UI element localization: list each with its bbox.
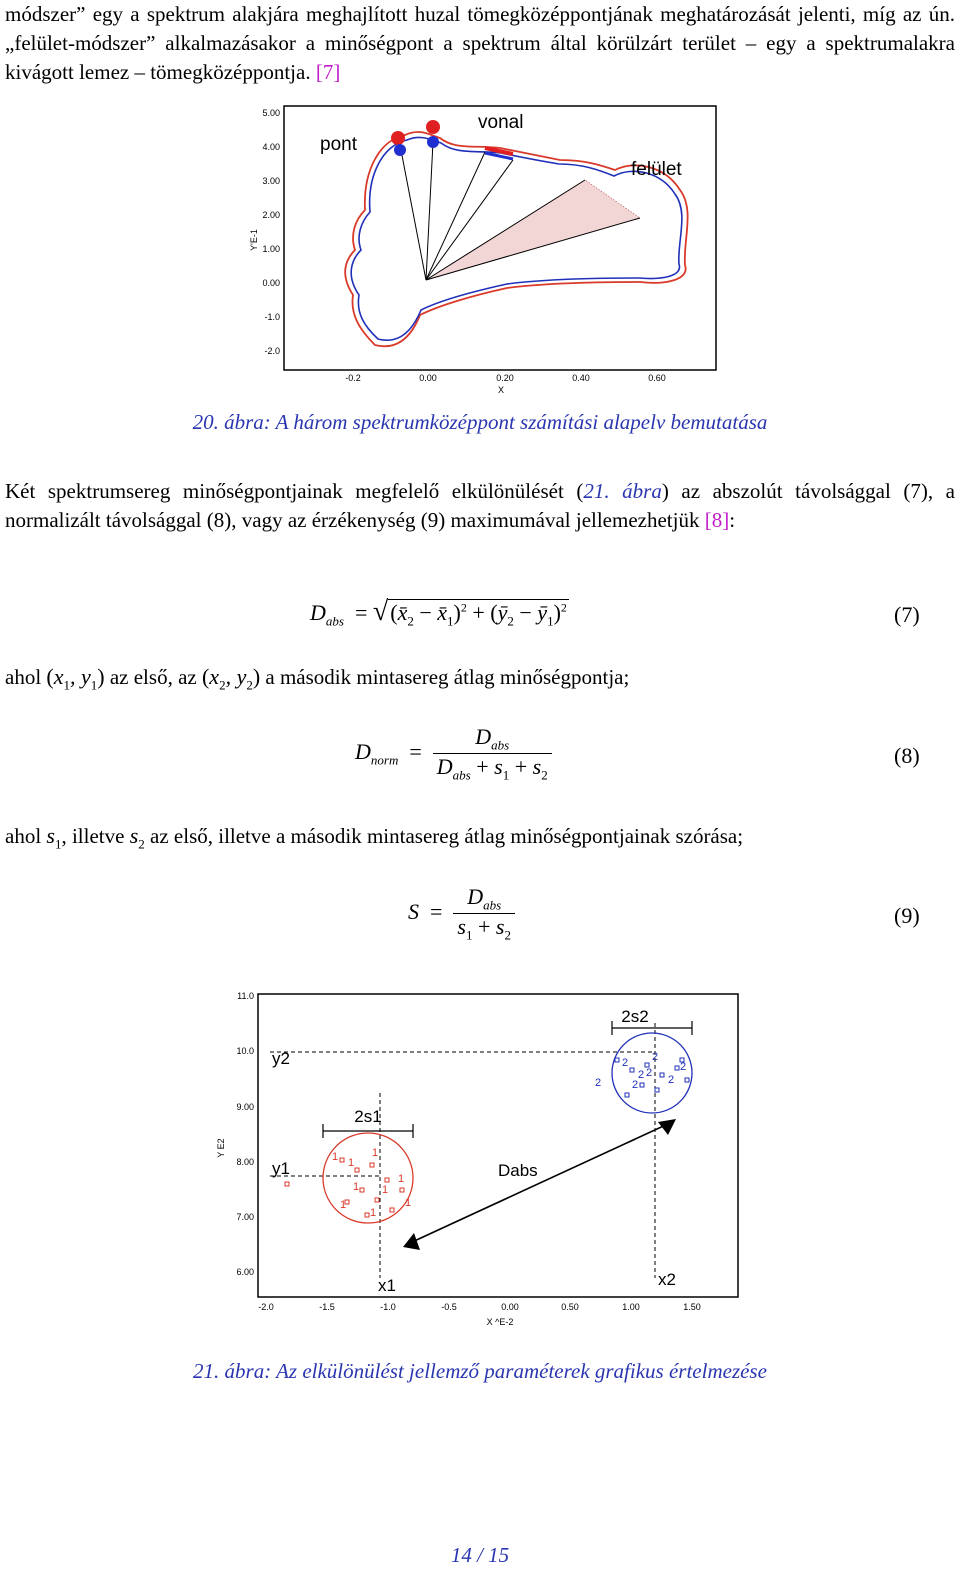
eq9-lhs: S [408, 898, 419, 924]
svg-text:2: 2 [595, 1077, 602, 1089]
equation-8: $D_{norm}$ = $\frac{D_{abs}}{D_{abs} + s_1 + s_2}$ [355, 724, 552, 784]
y-tick: 4.00 [262, 142, 280, 152]
eq8-num: D [475, 724, 492, 749]
ahol-2-c: az első, illetve a második mintasereg átlag minőségpontjainak szórása; [150, 824, 744, 848]
x-tick: 1.50 [683, 1302, 701, 1312]
figure-20-caption: 20. ábra: A három spektrumközéppont számítási alapelv bemutatása [192, 410, 768, 434]
dabs-arrowhead-1 [403, 1233, 420, 1250]
ahol-2-b: , illetve [61, 824, 125, 848]
radial-line [400, 145, 426, 280]
svg-text:1: 1 [332, 1151, 339, 1163]
x-tick: -0.2 [345, 373, 361, 383]
para2-reference-link[interactable]: [8] [704, 508, 730, 532]
eq9-num: D [467, 884, 484, 909]
equation-9: S = $\frac{D_{abs}}{s_1 + s_2}$ [408, 884, 515, 944]
ahol-1-b: az első, az [109, 665, 197, 689]
svg-text:1: 1 [340, 1199, 347, 1211]
y-tick: 5.00 [262, 108, 280, 118]
eq7-lhs: D [310, 600, 326, 625]
eq7-number: (7) [894, 602, 920, 627]
y-tick: 11.0 [237, 991, 254, 1001]
y-tick: 9.00 [236, 1102, 254, 1112]
y-tick: 0.00 [262, 278, 280, 288]
svg-text:1: 1 [405, 1197, 412, 1209]
label-x1: x1 [378, 1276, 396, 1295]
label-pont: pont [320, 134, 357, 155]
label-felulet: felület [631, 159, 682, 180]
point-marker-blue [427, 136, 439, 148]
point-marker-red [391, 131, 405, 145]
eq8-number: (8) [894, 743, 920, 768]
page-number: 14 / 15 [450, 1543, 510, 1567]
eq7-lhs-sub: abs [325, 613, 344, 629]
ahol-2-a: ahol [5, 824, 42, 848]
x-tick: -1.0 [380, 1302, 396, 1312]
x-axis-label: X [497, 385, 505, 395]
y-tick: -2.0 [264, 346, 280, 356]
definition-line-2: ahol $s_1$, illetve $s_2$ az első, illetve a második mintasereg átlag minőségpontjainak szórása; [5, 823, 744, 852]
intro-reference-link[interactable]: [7] [315, 60, 341, 84]
para2-colon: : [729, 508, 736, 532]
label-y1: y1 [272, 1159, 290, 1178]
svg-text:1: 1 [348, 1157, 355, 1169]
point-marker-red [426, 120, 440, 134]
label-y2: y2 [272, 1049, 290, 1068]
x-tick: -0.5 [441, 1302, 457, 1312]
x-tick: 0.50 [561, 1302, 579, 1312]
y-axis-label: Y'E-1 [249, 229, 259, 251]
eq8-num-sub: abs [491, 737, 510, 753]
svg-text:1: 1 [382, 1184, 389, 1196]
definition-line-1: ahol ($x_1$, $y_1$) az első, az ($x_2$, $y_2$) a második mintasereg átlag minőségpontja; [5, 664, 630, 693]
svg-text:2: 2 [652, 1051, 659, 1063]
plot-frame [258, 994, 738, 1297]
eq9-num-sub: abs [483, 897, 502, 913]
x-tick: 1.00 [622, 1302, 640, 1312]
x-tick: 0.00 [419, 373, 437, 383]
y-tick: 1.00 [262, 244, 280, 254]
equation-7: $D_{abs}$ = $√(x̄_2$ − $x̄_1)^2$ + ($ȳ_2$ − $ȳ_1)^2$ [310, 596, 567, 629]
surface-wedge [426, 180, 640, 280]
svg-text:1: 1 [372, 1147, 379, 1159]
para2-text-b: ) az abszolút távolsággal (7), a normalizált távolsággal (8), vagy az érzékenység (9) maximumával jellemezhetjük [5, 479, 955, 532]
y-tick: 7.00 [236, 1212, 254, 1222]
intro-text: módszer” egy a spektrum alakjára meghajlított huzal tömegközéppontjának meghatározását jelenti, míg az ún. „felület-módszer” alkalmazásakor a minőségpont a spektrum által körülzárt terület – egy a spektrumalakra kivágott lemez – tömegközéppontja. [5, 2, 955, 84]
ahol-1-a: ahol [5, 665, 42, 689]
dabs-arrow [410, 1123, 670, 1243]
x-tick: -2.0 [258, 1302, 274, 1312]
x-tick: 0.40 [572, 373, 590, 383]
label-2s1: 2s1 [354, 1107, 382, 1126]
label-x2: x2 [658, 1270, 676, 1289]
svg-text:2: 2 [668, 1074, 675, 1086]
eq8-lhs: D [355, 738, 371, 764]
radial-line [426, 142, 433, 280]
label-2s2: 2s2 [621, 1007, 649, 1026]
para2-text-a: Két spektrumsereg minőségpontjainak megfelelő elkülönülését ( [5, 479, 584, 503]
y-tick: 8.00 [236, 1157, 254, 1167]
svg-text:2: 2 [622, 1057, 629, 1069]
x-tick: -1.5 [319, 1302, 335, 1312]
svg-text:1: 1 [398, 1173, 405, 1185]
figure-21-reference-link[interactable]: 21. ábra [583, 479, 662, 503]
y-axis-label: Y E2 [216, 1138, 226, 1158]
x-tick: 0.20 [496, 373, 514, 383]
y-tick: 10.0 [236, 1046, 254, 1056]
y-tick: 3.00 [262, 176, 280, 186]
figure-20-chart [245, 100, 725, 400]
ahol-1-c: a második mintasereg átlag minőségpontja; [265, 665, 630, 689]
label-dabs: Dabs [498, 1161, 538, 1180]
label-vonal: vonal [478, 112, 524, 133]
figure-21-chart [210, 988, 750, 1333]
svg-text:2: 2 [646, 1067, 653, 1079]
eq9-number: (9) [894, 903, 920, 928]
eq8-lhs-sub: norm [370, 752, 399, 768]
y-tick: 6.00 [236, 1267, 254, 1277]
x-tick: 0.60 [648, 373, 666, 383]
point-marker-blue [394, 144, 406, 156]
svg-text:2: 2 [638, 1069, 645, 1081]
paragraph-2 [5, 477, 955, 535]
svg-text:1: 1 [370, 1207, 377, 1219]
x-tick: 0.00 [501, 1302, 519, 1312]
y-tick: -1.0 [264, 312, 280, 322]
intro-paragraph [5, 0, 955, 87]
y-tick: 2.00 [262, 210, 280, 220]
svg-text:2: 2 [680, 1061, 687, 1073]
figure-21-caption: 21. ábra: Az elkülönülést jellemző paraméterek grafikus értelmezése [193, 1359, 767, 1383]
svg-text:1: 1 [353, 1181, 360, 1193]
svg-text:2: 2 [632, 1079, 639, 1091]
x-axis-label: X ^E-2 [486, 1317, 514, 1327]
